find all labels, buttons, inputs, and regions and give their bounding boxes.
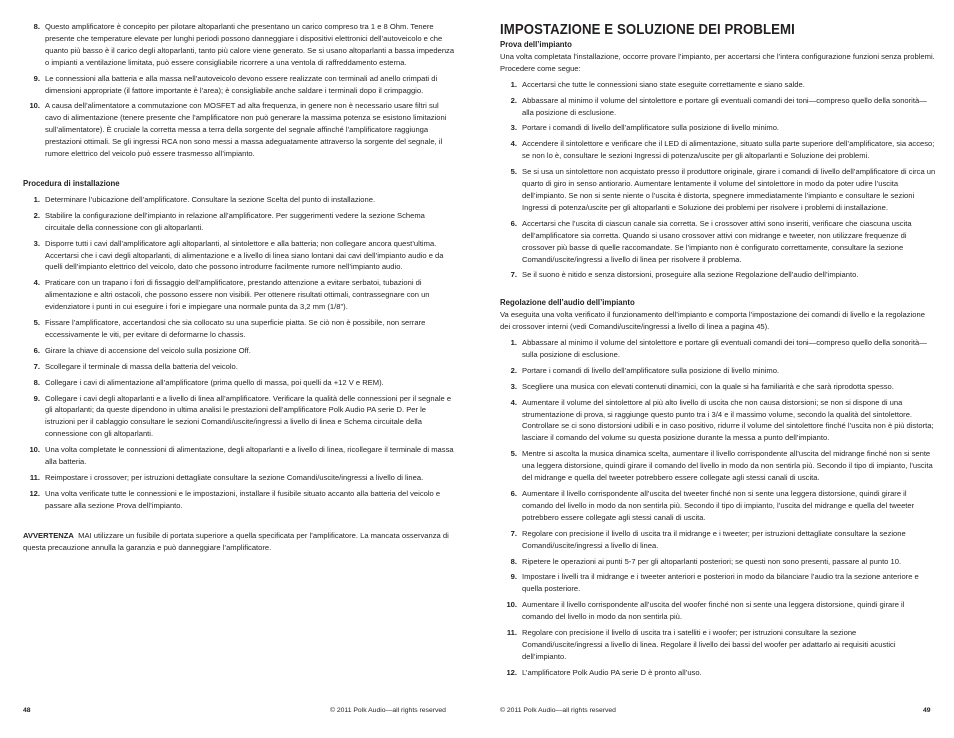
list-item: 5. Fissare l’amplificatore, accertandosi che sia collocato su una superficie piatta. Se ciò non è possibile, non serrare eccessivamente le viti, per evitare di deformarne lo chassis. [33,318,426,339]
list-item: 10. Una volta completate le connessioni di alimentazione, degli altoparlanti e a livello di linea, ricollegare il terminale di massa alla batteria. [29,445,454,467]
list-item: 6. Girare la chiave di accensione del veicolo sulla posizione Off. [33,345,251,355]
list-item: 11. Reimpostare i crossover; per istruzioni dettagliate consultare la sezione Comandi/uscite/ingressi a livello di linea. [29,473,424,482]
list-item: 12. L’amplificatore Polk Audio PA serie D è pronto all’uso. [506,667,702,677]
list-item: 11. Regolare con precisione il livello di uscita tra i satelliti e i woofer; per istruzioni consultare la sezione Comandi/uscite/ingressi a livello di linea. Regolare il livello dei bassi del woofer per adattarlo ai requisiti acustici dell’impianto. [506,628,896,661]
top-list [23,21,455,160]
list-item: 7. Se il suono è nitido e senza distorsioni, proseguire alla sezione Regolazione dell’audio dell’impianto. [510,270,859,280]
list-item: 5. Se si usa un sintolettore non acquistato presso il produttore originale, girare i comandi di livello dell’amplificatore di circa un quarto di giro in senso antiorario. Aumentare lentamente il volume del sintolettore in modo da poter udire l’uscita dell’impianto. Se non si sente niente o l’uscita è distorta, spegnere immediatamente l’impianto e consultare le sezioni Ingressi di potenza/uscite per gli altoparlanti e Soluzione dei problemi per risolvere i problemi di installazione. [510,167,936,212]
list-item: 2. Stabilire la configurazione dell’impianto in relazione all’amplificatore. Per suggerimenti vedere la sezione Schema circuitale della connessione con gli altoparlanti. [33,210,425,232]
list-item: 10. A causa dell’alimentatore a commutazione con MOSFET ad alta frequenza, in genere non è necessario usare filtri sul cavo di alimentazione (tenere presente che l’amplificatore non può generare la massima potenza se esistono limitazioni sull’alimentatore). È cruciale la corretta messa a terra della sorgente del segnale affinché l’amplificatore raggiunga prestazioni ottimali. Se gli ingressi RCA non sono messi a massa adeguatamente attraverso la sorgente del segnale, il rumore elettrico del veicolo può essere trasmesso all’impianto. [29,101,447,159]
list-item: 4. Praticare con un trapano i fori di fissaggio dell’amplificatore, prestando attenzione a evitare serbatoi, tubazioni di alimentazione e altri ostacoli, che possono essere non visibili. Per ottenere risultati ottimali, contrassegnare con un evidenziatore i punti in cui eseguire i fori e impiegare una normale punta da 3,2 mm (1/8"). [33,278,430,312]
warning-label: AVVERTENZA [23,530,74,540]
warning-text: MAI utilizzare un fusibile di portata superiore a quella specificata per l’amplificatore. La mancata osservanza di questa precauzione annulla la garanzia e può danneggiare l’amplificatore. [23,530,449,552]
list-item: 3. Disporre tutti i cavi dall’amplificatore agli altoparlanti, al sintolettore e alla batteria; non collegare ancora quest’ultima. Accertarsi che i cavi degli altoparlanti, di alimentazione e a livello di linea siano lontani dai cavi dell’impianto audio e da quelli dell’impianto elettrico del veicolo, dato che possono introdurre facilmente rumore nell’impianto audio. [33,238,444,272]
list-item: 1. Accertarsi che tutte le connessioni siano state eseguite correttamente e siano salde. [510,79,805,89]
page-number: 48 [23,707,31,714]
list-item: 10. Aumentare il livello corrispondente all’uscita del woofer finché non si sente una leggera distorsione, quindi girare il comando del livello in modo da non sentirla più. [506,600,905,622]
page-49 [477,0,954,738]
list-item: 4. Accendere il sintolettore e verificare che il LED di alimentazione, situato sulla parte superiore dell’amplificatore, sia acceso; se non lo è, consultare le sezioni Ingressi di potenza/uscite per gli altoparlanti e Soluzione dei problemi. [510,139,935,161]
warning-note [23,530,455,554]
list-item: 9. Impostare i livelli tra il midrange e i tweeter anteriori e posteriori in modo da bilanciare l’audio tra la sezione anteriore e quella posteriore. [510,572,919,594]
list-item: 8. Ripetere le operazioni ai punti 5-7 per gli altoparlanti posteriori; se questi non sono presenti, passare al punto 10. [510,556,902,566]
left-column [23,21,455,554]
test-list [500,79,936,282]
adjust-list [500,337,936,679]
list-item: 2. Abbassare al minimo il volume del sintolettore e portare gli eventuali comandi dei toni—compreso quello della sonorità—alla posizione di esclusione. [510,95,927,117]
list-item: 9. Le connessioni alla batteria e alla massa nell’autoveicolo devono essere realizzate con terminali ad anello crimpati di dimensioni appropriate (il fattore importante è l’area); è consigliabile anche saldare i terminali dopo il crimpaggio. [33,73,438,95]
test-intro: Una volta completata l’installazione, occorre provare l’impianto, per accertarsi che l’intera configurazione funzioni senza problemi. Procedere come segue: [500,51,935,73]
adjust-heading: Regolazione dell’audio dell’impianto [500,298,635,308]
copyright: © 2011 Polk Audio—all rights reserved [330,707,446,714]
list-item: 3. Scegliere una musica con elevati contenuti dinamici, con la quale si ha familiarità e che sarà riprodotta spesso. [510,381,894,391]
install-list [23,194,455,512]
right-column [500,21,936,679]
list-item: 4. Aumentare il volume del sintolettore al più alto livello di uscita che non causa distorsioni; se non si dispone di una strumentazione di prova, si raggiunge questo punto tra i 3/4 e il massimo volume, secondo la qualità del sintolettore. Controllare se ci sono distorsioni udibili e in caso positivo, ridurre il volume del sintolettore finché l’uscita non è più distorta; lasciare il comando del volume su questa posizione durante la messa a punto dell’impianto. [510,397,934,443]
list-item: 7. Regolare con precisione il livello di uscita tra il midrange e i tweeter; per istruzioni dettagliate consultare la sezione Comandi/uscite/ingressi a livello di linea. [510,528,906,550]
page-number: 49 [923,707,931,714]
list-item: 7. Scollegare il terminale di massa della batteria del veicolo. [33,361,238,371]
list-item: 9. Collegare i cavi degli altoparlanti e a livello di linea all’amplificatore. Verificare la qualità delle connessioni per il segnale e gli altoparlanti; da queste dipendono in ultima analisi le prestazioni dell’amplificatore Polk Audio PA serie D. Per le istruzioni per il cablaggio consultare le sezioni Comandi/uscite/ingressi a livello di linea e Schema circuitale della connessione con gli altoparlanti. [33,393,452,439]
list-item: 6. Accertarsi che l’uscita di ciascun canale sia corretta. Se i crossover attivi sono inseriti, verificare che ciascuna uscita dell’amplificatore sia corretta. Quando si usano crossover attivi con midrange e tweeter, non utilizzare frequenze di crossover più basse di quelle raccomandate. Se l’impianto non è configurato correttamente, consultare la sezione Comandi/uscite/ingressi a livello di linea per risolvere il problema. [510,218,912,264]
list-item: 8. Questo amplificatore è concepito per pilotare altoparlanti che presentano un carico compreso tra 1 e 8 Ohm. Tenere presente che temperature elevate per lunghi periodi possono danneggiare i dispositivi elettronici dell’autoveicolo e che quanto più basso è il carico degli altoparlanti, tanto più calore viene generato. Se si usano altoparlanti a bassa impedenza o impianti a ventilazione limitata, può essere consigliabile ricorrere a una ventola di raffreddamento esterna. [33,22,455,67]
list-item: 1. Abbassare al minimo il volume del sintolettore e portare gli eventuali comandi dei toni—compreso quello della sonorità—sulla posizione di esclusione. [510,338,927,359]
adjust-intro: Va eseguita una volta verificato il funzionamento dell’impianto e comporta l’impostazione dei comandi di livello e la regolazione dei crossover interni (vedi Comandi/uscite/ingressi a livello di linea a pagina 45). [500,310,925,332]
page-title: IMPOSTAZIONE E SOLUZIONE DEI PROBLEMI [500,21,795,38]
test-heading: Prova dell’impianto [500,40,572,49]
list-item: 1. Determinare l’ubicazione dell’amplificatore. Consultare la sezione Scelta del punto di installazione. [33,194,376,204]
list-item: 12. Una volta verificate tutte le connessioni e le impostazioni, installare il fusibile situato accanto alla batteria del veicolo e passare alla sezione Prova dell’impianto. [29,488,441,510]
list-item: 3. Portare i comandi di livello dell’amplificatore sulla posizione di livello minimo. [510,123,780,133]
copyright: © 2011 Polk Audio—all rights reserved [500,707,616,714]
install-heading: Procedura di installazione [23,178,120,188]
list-item: 8. Collegare i cavi di alimentazione all’amplificatore (prima quello di massa, poi quelli da +12 V e REM). [33,377,384,387]
list-item: 5. Mentre si ascolta la musica dinamica scelta, aumentare il livello corrispondente all’uscita del midrange finché non si sente una leggera distorsione, quindi girare il comando del livello in modo da non sentirla più. Secondo il tipo di impianto, l’uscita del midrange e quella del tweeter potrebbero essere collegate agli stessi canali di uscita. [510,449,933,483]
list-item: 2. Portare i comandi di livello dell’amplificatore sulla posizione di livello minimo. [510,365,780,375]
list-item: 6. Aumentare il livello corrispondente all’uscita del tweeter finché non si sente una leggera distorsione, quindi girare il comando del livello in modo da non sentirla più. Secondo il tipo di impianto, l’uscita del midrange e quella del tweeter potrebbero essere collegate agli stessi canali di uscita. [510,489,915,522]
